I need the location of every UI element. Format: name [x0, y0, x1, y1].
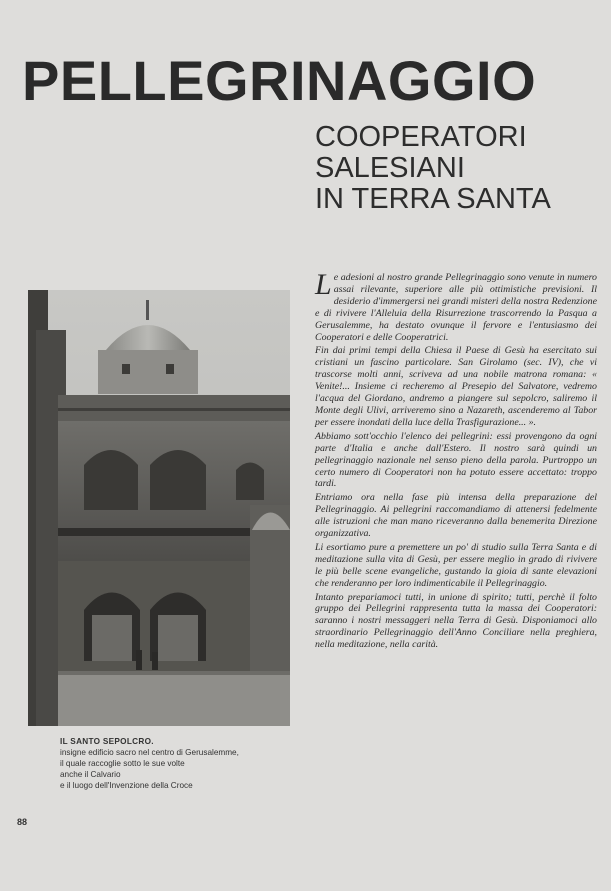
caption-title: IL SANTO SEPOLCRO. — [60, 737, 154, 746]
caption-line: insigne edificio sacro nel centro di Gerusalemme, — [60, 748, 239, 757]
subtitle-line: COOPERATORI — [315, 121, 527, 153]
page-title: PELLEGRINAGGIO — [22, 49, 537, 112]
drop-cap: L — [315, 268, 332, 301]
page-number: 88 — [17, 817, 28, 827]
caption-line: anche il Calvario — [60, 770, 121, 779]
holy-sepulchre-photo — [28, 290, 290, 726]
article-paragraph: Abbiamo sott'occhio l'elenco dei pellegrini: essi provengono da ogni parte d'Italia e anche dall'Estero. Il nostro sarà quindi un pellegrinaggio nazionale nel senso pieno della parola. Purtroppo un certo numero di Cooperatori non ha potuto essere accettato: troppo tardi. — [315, 430, 597, 490]
article-paragraph: Fin dai primi tempi della Chiesa il Paese di Gesù ha esercitato sui cristiani un fascino particolare. San Girolamo (sec. IV), che vi trascorse molti anni, scriveva ad una nobile matrona romana: « Venite!... Insieme ci recheremo al Presepio del Salvatore, vedremo l'acqua del Giordano, andremo a piangere sul sepolcro, saliremo il Monte degli Ulivi, arriveremo sino a Nazareth, ascenderemo al Tabor per essere inondati della luce della Trasfigurazione... ». — [315, 345, 597, 428]
caption-line: il quale raccoglie sotto le sue volte — [60, 759, 185, 768]
article-paragraph: Intanto prepariamoci tutti, in unione di spirito; tutti, perchè il folto gruppo dei Pellegrini rappresenta tutta la massa dei Cooperatori: saranno i nostri messaggeri nella Terra di Gesù. Disponiamoci allo straordinario Pellegrinaggio dell'Anno Conciliare nella preghiera, nella meditazione, nella carità. — [315, 591, 597, 651]
paragraph-text: e adesioni al nostro grande Pellegrinaggio sono venute in numero assai rilevante, superiore alle più ottimistiche previsioni. Il desiderio d'immergersi nei grandi misteri della nostra Redenzione e di rivivere l'Alleluia della Risurrezione trascorrendo la Pasqua a Gerusalemme, ha destato ovunque il fervore e l'entusiasmo dei Cooperatori e delle Cooperatrici. — [315, 272, 597, 343]
article-body — [315, 268, 597, 653]
article-paragraph: Li esortiamo pure a premettere un po' di studio sulla Terra Santa e di meditazione sulla vita di Gesù, per essere meglio in grado di rivivere le più belle scene evangeliche, gustando la gioia di sante elevazioni che renderanno per loro indimenticabile il Pellegrinaggio. — [315, 541, 597, 589]
subtitle-line: IN TERRA SANTA — [315, 183, 551, 215]
article-paragraph — [315, 268, 597, 343]
subtitle — [315, 122, 595, 215]
article-paragraph: Entriamo ora nella fase più intensa della preparazione del Pellegrinaggio. Ai pellegrini raccomandiamo di attenersi fedelmente alle istruzioni che man mano riceveranno dalla benemerita Direzione organizzativa. — [315, 492, 597, 540]
caption-line: e il luogo dell'Invenzione della Croce — [60, 781, 193, 790]
photo-caption — [60, 736, 300, 791]
subtitle-line: SALESIANI — [315, 152, 465, 184]
